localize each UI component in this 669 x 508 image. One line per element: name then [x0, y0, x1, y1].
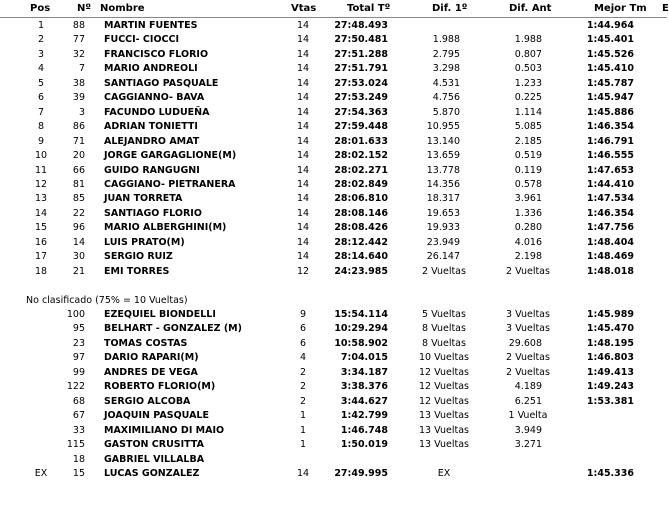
- cell-laps: 14: [296, 251, 310, 263]
- cell-pos: 7: [37, 106, 45, 118]
- cell-difant: 2.185: [514, 135, 542, 147]
- table-row: [0, 149, 667, 163]
- cell-difant: 0.519: [514, 150, 542, 162]
- cell-pos: 16: [34, 236, 48, 248]
- cell-best: 1:45.989: [586, 309, 634, 320]
- cell-total: 27:48.493: [334, 20, 388, 31]
- cell-num: 97: [72, 352, 85, 364]
- cell-laps: 14: [296, 135, 310, 147]
- cell-laps: 1: [299, 424, 307, 436]
- cell-dif1: 1.988: [432, 34, 460, 46]
- cell-best: 1:45.787: [586, 77, 634, 89]
- cell-dif1: 10.955: [426, 121, 460, 133]
- cell-name: FRANCISCO FLORIO: [104, 48, 209, 60]
- header-dif1: Dif. 1º: [432, 3, 468, 14]
- cell-num: 15: [72, 468, 85, 479]
- cell-laps: 14: [296, 468, 310, 479]
- cell-best: 1:47.653: [586, 164, 634, 176]
- cell-num: 3: [78, 106, 85, 118]
- cell-laps: 14: [296, 77, 310, 89]
- cell-total: 1:50.019: [340, 439, 388, 451]
- cell-total: 10:29.294: [334, 323, 388, 335]
- table-row: [0, 351, 667, 365]
- cell-pos: 10: [34, 150, 48, 162]
- table-row: [0, 33, 667, 47]
- cell-dif1: 2 Vueltas: [422, 265, 466, 277]
- cell-dif1: 10 Vueltas: [419, 352, 469, 364]
- cell-num: 7: [78, 63, 85, 75]
- cell-num: 115: [66, 439, 85, 451]
- cell-dif1: 14.356: [426, 178, 460, 190]
- cell-dif1: 12 Vueltas: [419, 381, 469, 393]
- cell-dif1: 13.140: [426, 135, 460, 147]
- cell-laps: 14: [296, 34, 310, 46]
- cell-dif1: 26.147: [426, 251, 460, 263]
- cell-total: 1:42.799: [340, 410, 388, 422]
- table-row: [0, 135, 667, 149]
- cell-difant: 2 Vueltas: [506, 352, 550, 364]
- cell-name: ROBERTO FLORIO(M): [104, 381, 216, 393]
- cell-pos: 9: [37, 135, 45, 147]
- cell-name: EZEQUIEL BIONDELLI: [104, 309, 216, 320]
- table-row: [0, 380, 667, 394]
- cell-difant: 3.961: [514, 193, 542, 205]
- cell-best: 1:49.413: [586, 366, 634, 378]
- cell-dif1: 18.317: [426, 193, 460, 205]
- cell-difant: 0.807: [514, 48, 542, 60]
- cell-num: 85: [72, 193, 85, 205]
- cell-difant: 0.225: [514, 92, 542, 104]
- cell-dif1: 19.653: [426, 207, 460, 219]
- cell-num: 96: [72, 222, 85, 234]
- cell-total: 24:23.985: [334, 265, 388, 277]
- cell-name: SERGIO ALCOBA: [104, 395, 191, 407]
- cell-total: 27:53.249: [334, 92, 388, 104]
- cell-pos: 6: [37, 92, 45, 104]
- table-row: [0, 192, 667, 206]
- cell-name: MARIO ALBERGHINI(M): [104, 222, 227, 234]
- cell-total: 15:54.114: [334, 309, 388, 320]
- cell-name: SANTIAGO PASQUALE: [104, 77, 219, 89]
- cell-dif1: 4.531: [432, 77, 460, 89]
- cell-total: 28:06.810: [334, 193, 388, 205]
- cell-num: 67: [72, 410, 85, 422]
- cell-laps: 14: [296, 236, 310, 248]
- table-row: [0, 19, 667, 33]
- cell-best: 1:45.526: [586, 48, 634, 60]
- cell-num: 81: [72, 178, 85, 190]
- cell-pos: 5: [37, 77, 45, 89]
- cell-dif1: 13.659: [426, 150, 460, 162]
- cell-laps: 12: [296, 265, 310, 277]
- cell-total: 27:59.448: [334, 121, 388, 133]
- cell-pos: 17: [34, 251, 48, 263]
- cell-pos: 4: [37, 63, 45, 75]
- cell-laps: 14: [296, 48, 310, 60]
- cell-laps: 2: [299, 366, 307, 378]
- cell-total: 7:04.015: [340, 352, 388, 364]
- cell-total: 27:51.288: [334, 48, 388, 60]
- cell-best: 1:45.410: [586, 63, 634, 75]
- table-row: [0, 438, 667, 452]
- cell-name: GABRIEL VILLALBA: [104, 453, 205, 465]
- cell-best: 1:46.791: [586, 135, 634, 147]
- cell-difant: 6.251: [514, 395, 542, 407]
- table-row: [0, 221, 667, 235]
- cell-best: 1:45.947: [586, 92, 634, 104]
- cell-num: 95: [72, 323, 85, 335]
- header-divider: [0, 17, 667, 18]
- table-row: [0, 106, 667, 120]
- cell-difant: 1.233: [514, 77, 542, 89]
- cell-dif1: 23.949: [426, 236, 460, 248]
- cell-dif1: EX: [437, 468, 451, 479]
- cell-best: 1:45.886: [586, 106, 634, 118]
- cell-num: 18: [72, 453, 85, 465]
- cell-pos: 13: [34, 193, 48, 205]
- cell-laps: 14: [296, 222, 310, 234]
- cell-name: ALEJANDRO AMAT: [104, 135, 200, 147]
- cell-difant: 3 Vueltas: [506, 309, 550, 320]
- cell-best: 1:46.803: [586, 352, 634, 364]
- table-row: [0, 207, 667, 221]
- cell-total: 28:12.442: [334, 236, 388, 248]
- cell-num: 77: [72, 34, 85, 46]
- cell-name: DARIO RAPARI(M): [104, 352, 199, 364]
- cell-name: JOAQUIN PASQUALE: [104, 410, 209, 422]
- cell-total: 27:54.363: [334, 106, 388, 118]
- cell-pos: 12: [34, 178, 48, 190]
- cell-num: 99: [72, 366, 85, 378]
- cell-difant: 0.503: [514, 63, 542, 75]
- cell-best: 1:49.243: [586, 381, 634, 393]
- cell-name: JUAN TORRETA: [104, 193, 183, 205]
- cell-total: 3:44.627: [340, 395, 388, 407]
- table-row: [0, 337, 667, 351]
- cell-laps: 1: [299, 410, 307, 422]
- cell-total: 3:38.376: [340, 381, 388, 393]
- cell-name: GASTON CRUSITTA: [104, 439, 204, 451]
- cell-laps: 2: [299, 395, 307, 407]
- cell-name: GUIDO RANGUGNI: [104, 164, 200, 176]
- cell-difant: 1.336: [514, 207, 542, 219]
- cell-difant: 4.016: [514, 236, 542, 248]
- cell-best: 1:45.401: [586, 34, 634, 46]
- table-row: [0, 395, 667, 409]
- cell-pos: 18: [34, 265, 48, 277]
- table-row: [0, 250, 667, 264]
- cell-name: TOMAS COSTAS: [104, 337, 188, 349]
- cell-best: 1:45.336: [586, 468, 634, 479]
- cell-num: 66: [72, 164, 85, 176]
- cell-best: 1:48.404: [586, 236, 634, 248]
- table-row: [0, 366, 667, 380]
- cell-best: 1:44.964: [586, 20, 634, 31]
- cell-difant: 1.114: [514, 106, 542, 118]
- table-row: [0, 236, 667, 250]
- cell-laps: 14: [296, 20, 310, 31]
- cell-num: 14: [72, 236, 85, 248]
- header-pos: Pos: [30, 3, 51, 14]
- cell-num: 88: [72, 20, 85, 31]
- cell-difant: 0.280: [514, 222, 542, 234]
- cell-best: 1:48.469: [586, 251, 634, 263]
- cell-best: 1:47.756: [586, 222, 634, 234]
- cell-best: 1:48.195: [586, 337, 634, 349]
- cell-laps: 14: [296, 178, 310, 190]
- cell-total: 1:46.748: [340, 424, 388, 436]
- cell-difant: 2.198: [514, 251, 542, 263]
- cell-num: 86: [72, 121, 85, 133]
- cell-name: SANTIAGO FLORIO: [104, 207, 202, 219]
- cell-laps: 14: [296, 121, 310, 133]
- cell-name: MARTIN FUENTES: [104, 20, 198, 31]
- cell-total: 28:02.152: [334, 150, 388, 162]
- cell-laps: 1: [299, 439, 307, 451]
- cell-dif1: 13.778: [426, 164, 460, 176]
- cell-total: 27:51.791: [334, 63, 388, 75]
- cell-dif1: 19.933: [426, 222, 460, 234]
- cell-dif1: 5.870: [432, 106, 460, 118]
- cell-best: 1:46.354: [586, 207, 634, 219]
- cell-dif1: 12 Vueltas: [419, 366, 469, 378]
- cell-laps: 14: [296, 207, 310, 219]
- header-total: Total Tº: [347, 3, 391, 14]
- cell-difant: 3.949: [514, 424, 542, 436]
- table-row: [0, 91, 667, 105]
- cell-name: JORGE GARGAGLIONE(M): [104, 150, 237, 162]
- cell-num: 68: [72, 395, 85, 407]
- cell-dif1: 8 Vueltas: [422, 337, 466, 349]
- cell-num: 22: [72, 207, 85, 219]
- cell-best: 1:46.354: [586, 121, 634, 133]
- cell-num: 122: [66, 381, 85, 393]
- cell-dif1: 13 Vueltas: [419, 439, 469, 451]
- cell-laps: 14: [296, 193, 310, 205]
- cell-name: CAGGIANO- PIETRANERA: [104, 178, 236, 190]
- cell-name: BELHART - GONZALEZ (M): [104, 323, 242, 335]
- cell-pos: 3: [37, 48, 45, 60]
- cell-num: 30: [72, 251, 85, 263]
- cell-pos: 14: [34, 207, 48, 219]
- cell-dif1: 2.795: [432, 48, 460, 60]
- cell-pos: 11: [34, 164, 48, 176]
- cell-laps: 4: [299, 352, 307, 364]
- cell-total: 27:50.481: [334, 34, 388, 46]
- cell-difant: 0.119: [514, 164, 542, 176]
- table-row: [0, 62, 667, 76]
- cell-best: 1:44.410: [586, 178, 634, 190]
- cell-dif1: 8 Vueltas: [422, 323, 466, 335]
- cell-total: 28:02.849: [334, 178, 388, 190]
- cell-laps: 9: [299, 309, 307, 320]
- cell-laps: 14: [296, 164, 310, 176]
- cell-total: 3:34.187: [340, 366, 388, 378]
- cell-num: 33: [72, 424, 85, 436]
- cell-best: 1:46.555: [586, 150, 634, 162]
- cell-difant: 1 Vuelta: [508, 410, 548, 422]
- table-row: [0, 265, 667, 279]
- table-row: [0, 77, 667, 91]
- cell-name: CAGGIANNO- BAVA: [104, 92, 205, 104]
- cell-num: 71: [72, 135, 85, 147]
- cell-difant: 1.988: [514, 34, 542, 46]
- cell-name: MAXIMILIANO DI MAIO: [104, 424, 225, 436]
- cell-laps: 14: [296, 63, 310, 75]
- cell-num: 32: [72, 48, 85, 60]
- cell-name: FACUNDO LUDUEÑA: [104, 106, 210, 118]
- cell-best: 1:47.534: [586, 193, 634, 205]
- cell-name: ANDRES DE VEGA: [104, 366, 198, 378]
- cell-num: 100: [66, 309, 85, 320]
- cell-best: 1:45.470: [586, 323, 634, 335]
- cell-difant: 5.085: [514, 121, 542, 133]
- cell-pos: 15: [34, 222, 48, 234]
- table-row: [0, 409, 667, 423]
- cell-pos: 2: [37, 34, 45, 46]
- table-row: [0, 424, 667, 438]
- cell-laps: 14: [296, 92, 310, 104]
- cell-name: MARIO ANDREOLI: [104, 63, 198, 75]
- cell-laps: 14: [296, 106, 310, 118]
- cell-num: 21: [72, 265, 85, 277]
- cell-name: EMI TORRES: [104, 265, 170, 277]
- cell-num: 38: [72, 77, 85, 89]
- cell-total: 10:58.902: [334, 337, 388, 349]
- not-classified-note: No clasificado (75% = 10 Vueltas): [26, 295, 188, 306]
- cell-dif1: 3.298: [432, 63, 460, 75]
- header-difant: Dif. Ant: [509, 3, 552, 14]
- header-num: Nº: [77, 3, 92, 14]
- cell-total: 27:53.024: [334, 77, 388, 89]
- cell-difant: 4.189: [514, 381, 542, 393]
- cell-name: LUIS PRATO(M): [104, 236, 185, 248]
- cell-dif1: 13 Vueltas: [419, 424, 469, 436]
- cell-difant: 3.271: [514, 439, 542, 451]
- cell-difant: 2 Vueltas: [506, 265, 550, 277]
- cell-pos: EX: [34, 468, 48, 479]
- cell-total: 28:14.640: [334, 251, 388, 263]
- cell-total: 28:02.271: [334, 164, 388, 176]
- table-row: [0, 164, 667, 178]
- table-row: [0, 453, 667, 467]
- cell-name: FUCCI- CIOCCI: [104, 34, 179, 46]
- table-row: [0, 48, 667, 62]
- cell-name: LUCAS GONZALEZ: [104, 468, 200, 479]
- cell-laps: 14: [296, 150, 310, 162]
- cell-name: ADRIAN TONIETTI: [104, 121, 198, 133]
- cell-total: 28:08.146: [334, 207, 388, 219]
- cell-difant: 29.608: [508, 337, 542, 349]
- cell-total: 28:08.426: [334, 222, 388, 234]
- cell-pos: 1: [37, 20, 45, 31]
- cell-dif1: 13 Vueltas: [419, 410, 469, 422]
- cell-laps: 6: [299, 323, 307, 335]
- cell-total: 27:49.995: [334, 468, 388, 479]
- cell-difant: 2 Vueltas: [506, 366, 550, 378]
- cell-difant: 0.578: [514, 178, 542, 190]
- table-row: [0, 120, 667, 134]
- cell-pos: 8: [37, 121, 45, 133]
- cell-num: 39: [72, 92, 85, 104]
- cell-total: 28:01.633: [334, 135, 388, 147]
- table-row: [0, 467, 667, 481]
- cell-best: 1:53.381: [586, 395, 634, 407]
- cell-laps: 2: [299, 381, 307, 393]
- table-row: [0, 322, 667, 336]
- header-extra: E: [662, 3, 669, 14]
- table-row: [0, 178, 667, 192]
- cell-num: 23: [72, 337, 85, 349]
- cell-dif1: 12 Vueltas: [419, 395, 469, 407]
- header-laps: Vtas: [291, 3, 317, 14]
- cell-dif1: 5 Vueltas: [422, 309, 466, 320]
- cell-difant: 3 Vueltas: [506, 323, 550, 335]
- cell-laps: 6: [299, 337, 307, 349]
- header-best: Mejor Tm: [594, 3, 647, 14]
- header-name: Nombre: [100, 3, 145, 14]
- cell-name: SERGIO RUIZ: [104, 251, 173, 263]
- table-row: [0, 308, 667, 322]
- cell-dif1: 4.756: [432, 92, 460, 104]
- cell-num: 20: [72, 150, 85, 162]
- cell-best: 1:48.018: [586, 265, 634, 277]
